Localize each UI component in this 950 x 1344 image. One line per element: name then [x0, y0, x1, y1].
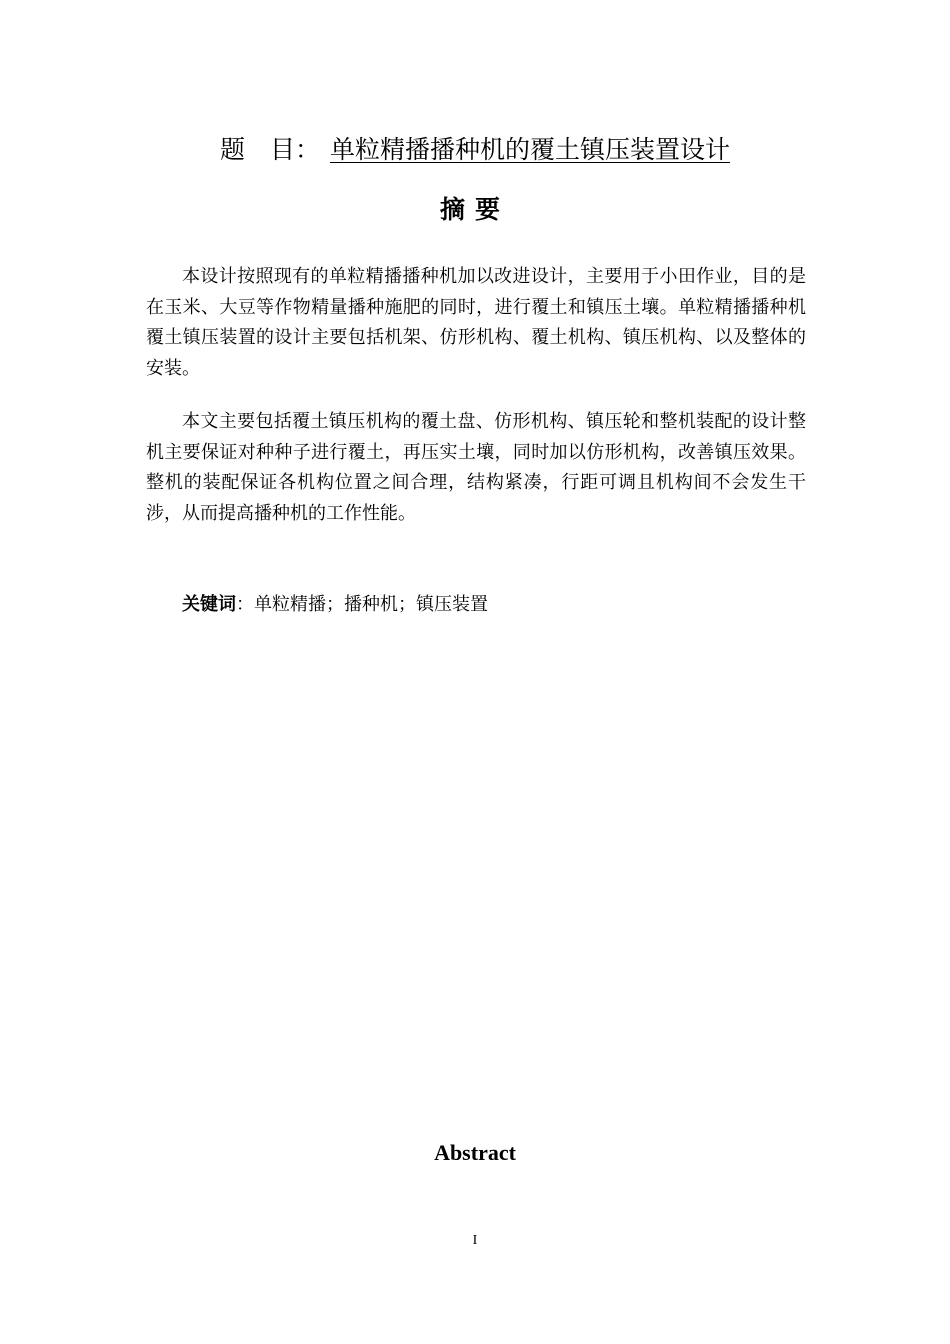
abstract-heading-english: Abstract — [434, 1140, 516, 1165]
thesis-title-line — [0, 132, 950, 168]
paragraph-text: 本设计按照现有的单粒精播播种机加以改进设计，主要用于小田作业，目的是在玉米、大豆等作物精量播种施肥的同时，进行覆土和镇压土壤。单粒精播播种机覆土镇压装置的设计主要包括机架、仿形机构、覆土机构、镇压机构、以及整体的安装。 — [146, 266, 806, 379]
title-label: 题 目： — [219, 135, 320, 164]
page-number: I — [472, 1233, 478, 1248]
abstract-paragraph-2 — [146, 407, 806, 529]
keywords-line — [182, 590, 488, 620]
paragraph-text: 本文主要包括覆土镇压机构的覆土盘、仿形机构、镇压轮和整机装配的设计整机主要保证对种种子进行覆土，再压实土壤，同时加以仿形机构，改善镇压效果。整机的装配保证各机构位置之间合理，结构紧凑，行距可调且机构间不会发生干涉，从而提高播种机的工作性能。 — [146, 411, 806, 524]
keywords-label: 关键词 — [182, 594, 236, 615]
abstract-heading-chinese: 摘要 — [439, 195, 510, 224]
thesis-title: 单粒精播播种机的覆土镇压装置设计 — [330, 135, 731, 164]
abstract-paragraph-1 — [146, 262, 806, 384]
keywords-text: 单粒精播；播种机；镇压装置 — [254, 594, 488, 615]
keywords-separator: ： — [236, 594, 254, 615]
